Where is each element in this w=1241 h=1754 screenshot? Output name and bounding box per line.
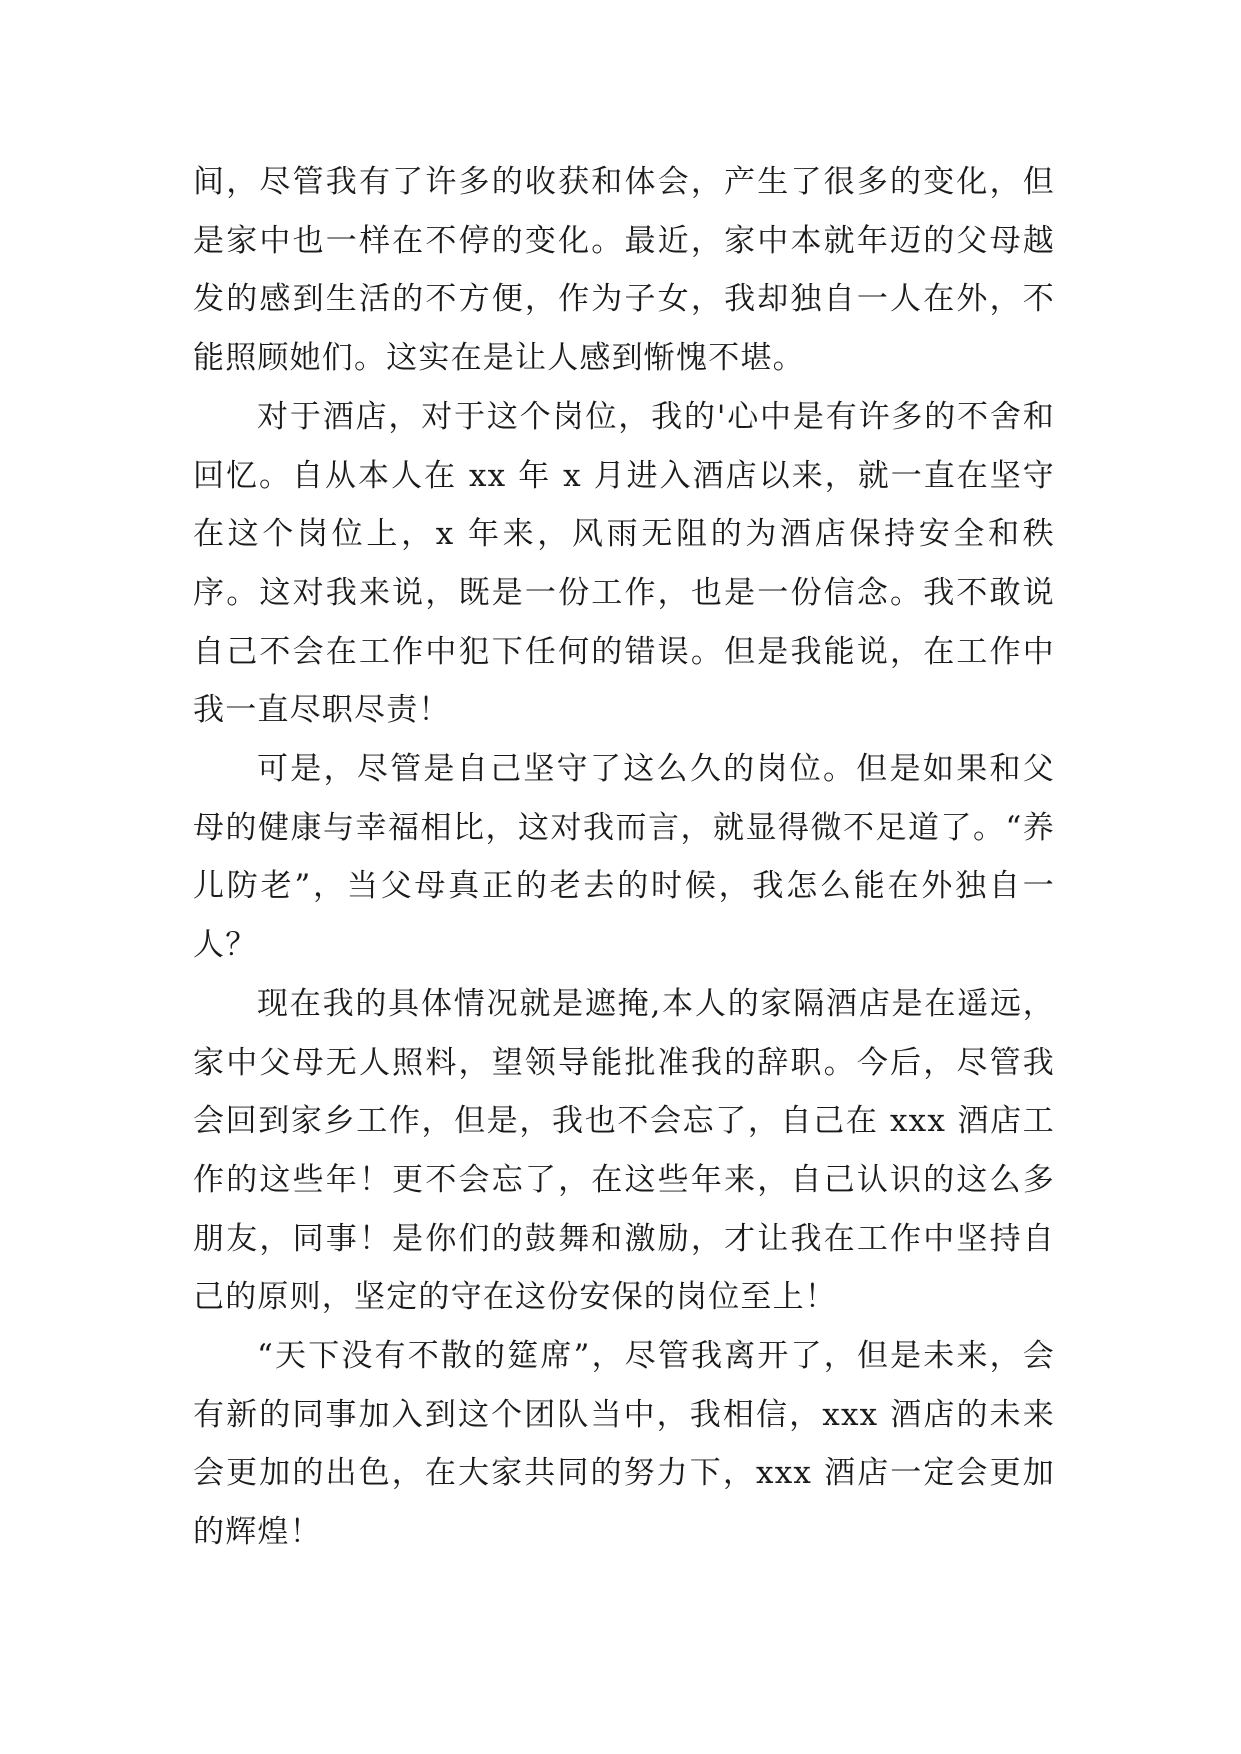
paragraph-hotel-position: 对于酒店，对于这个岗位，我的'心中是有许多的不舍和回忆。自从本人在 xx 年 x 月进入酒店以来，就一直在坚守在这个岗位上，x 年来，风雨无阻的为酒店保持安全和秩序。这对我来说，既是一份工作，也是一份信念。我不敢说自己不会在工作中犯下任何的错误。但是我能说，在工作中我一直尽职尽责！ [193, 398, 1055, 729]
paragraph-parents-health: 可是，尽管是自己坚守了这么久的岗位。但是如果和父母的健康与幸福相比，这对我而言，就显得微不足道了。“养儿防老”，当父母真正的老去的时候，我怎么能在外独自一人？ [193, 751, 1055, 964]
paragraph-continued: 间，尽管我有了许多的收获和体会，产生了很多的变化，但是家中也一样在不停的变化。最近，家中本就年迈的父母越发的感到生活的不方便，作为子女，我却独自一人在外，不能照顾她们。这实在是让人感到惭愧不堪。 [193, 164, 1055, 377]
paragraph-resignation-request: 现在我的具体情况就是遮掩,本人的家隔酒店是在遥远，家中父母无人照料，望领导能批准我的辞职。今后，尽管我会回到家乡工作，但是，我也不会忘了，自己在 xxx 酒店工作的这些年！更不会忘了，在这些年来，自己认识的这么多朋友，同事！是你们的鼓舞和激励，才让我在工作中坚持自己的原则，坚定的守在这份安保的岗位至上！ [193, 985, 1055, 1316]
document-body [193, 153, 1055, 1562]
paragraph-farewell: “天下没有不散的筵席”，尽管我离开了，但是未来，会有新的同事加入到这个团队当中，我相信，xxx 酒店的未来会更加的出色，在大家共同的努力下，xxx 酒店一定会更加的辉煌！ [193, 1338, 1055, 1551]
